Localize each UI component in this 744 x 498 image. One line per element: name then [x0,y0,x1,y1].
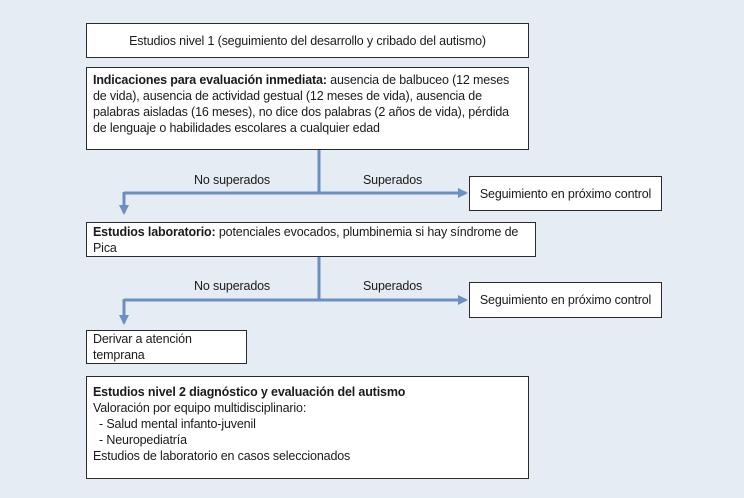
level2-line1: Valoración por equipo multidisciplinario: [93,401,307,415]
node-followup-1 [469,176,662,211]
level2-title: Estudios nivel 2 diagnóstico y evaluación del autismo [93,385,406,399]
refer-label: Derivar a atención temprana [93,332,192,362]
node-lab-studies [86,222,536,257]
node-followup-2 [469,282,662,318]
edge-label-fail-1: No superados [194,173,271,187]
node-immediate-evaluation [86,67,529,150]
lab-heading: Estudios laboratorio: [93,224,216,239]
edge-label-fail-2: No superados [194,279,271,293]
node-level2-studies [86,376,529,479]
indications-text: ausencia de balbuceo (12 meses de vida), ausencia de actividad gestual (12 meses de vida), ausencia de palabras aisladas (16 meses), no dice dos palabras (2 años de vida), pérdida de lenguaje o habilidades escolares a cualquier edad [93,73,510,135]
level2-item-mental-health: - Salud mental infanto-juvenil [99,417,256,431]
edge-label-pass-2: Superados [363,279,423,293]
node-level1-label: Estudios nivel 1 (seguimiento del desarrollo y cribado del autismo) [129,33,486,48]
lab-text: potenciales evocados, plumbinemia si hay síndrome de Pica [93,224,519,255]
level2-item-neuropediatrics: - Neuropediatría [99,433,187,447]
followup-1-label: Seguimiento en próximo control [479,186,652,201]
followup-2-label: Seguimiento en próximo control [479,293,652,307]
level2-line2: Estudios de laboratorio en casos seleccionados [93,449,351,463]
indications-heading: Indicaciones para evaluación inmediata: [93,73,327,87]
node-refer-early-care [86,330,247,364]
node-level1-studies [86,23,529,58]
edge-label-pass-1: Superados [363,173,423,187]
